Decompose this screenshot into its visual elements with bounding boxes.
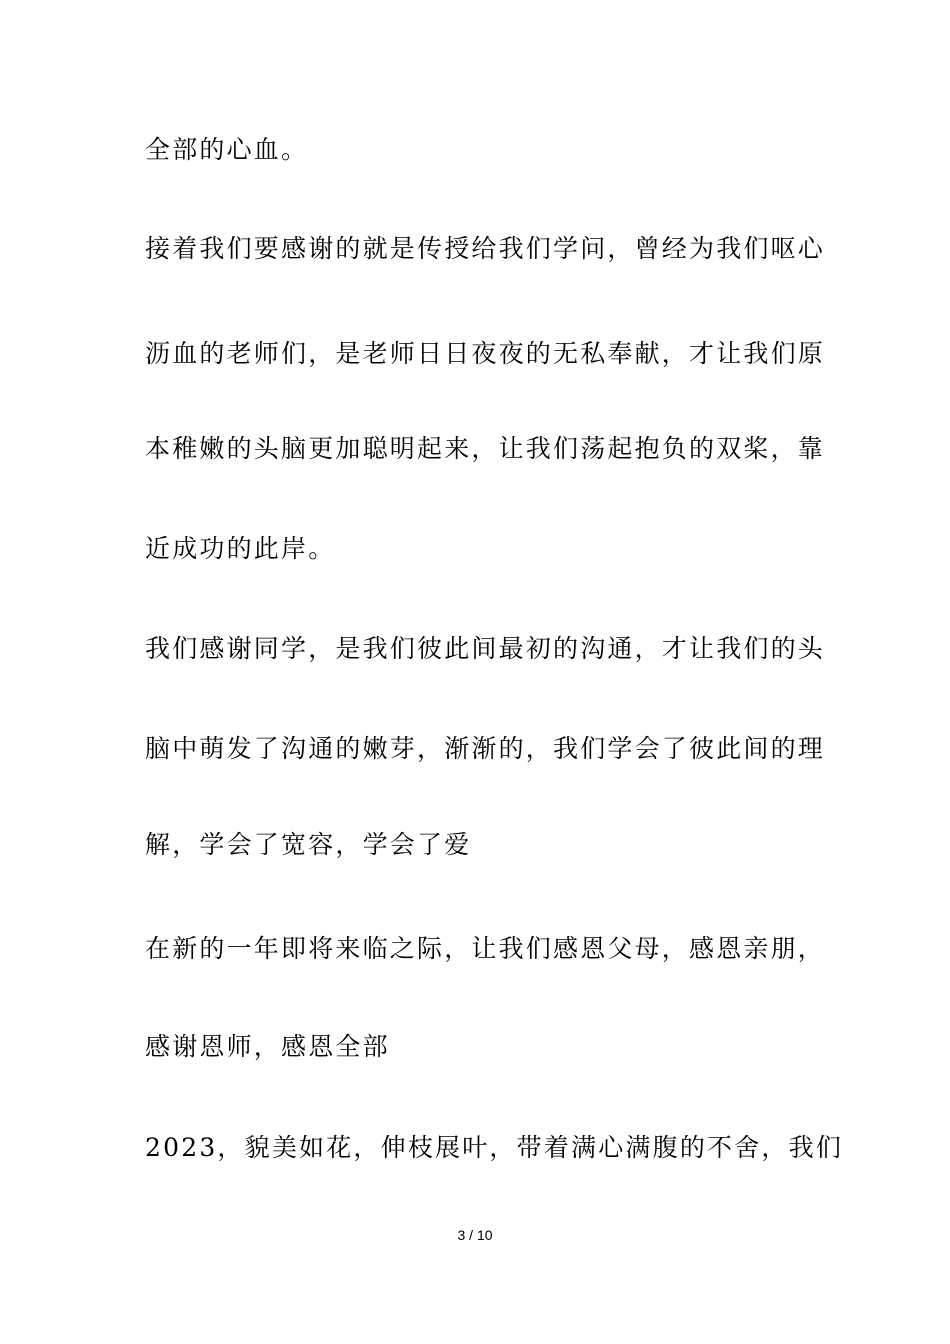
text-line: 本稚嫩的头脑更加聪明起来，让我们荡起抱负的双桨，靠 xyxy=(145,434,826,463)
text-line: 近成功的此岸。 xyxy=(145,534,336,563)
text-line: 脑中萌发了沟通的嫩芽，渐渐的，我们学会了彼此间的理 xyxy=(145,734,826,763)
text-line: 感谢恩师，感恩全部 xyxy=(145,1032,390,1061)
text-line: 沥血的老师们，是老师日日夜夜的无私奉献，才让我们原 xyxy=(145,339,826,368)
text-line: 全部的心血。 xyxy=(145,135,309,164)
text-line: 我们感谢同学，是我们彼此间最初的沟通，才让我们的头 xyxy=(145,634,826,663)
text-line: 解，学会了宽容，学会了爱 xyxy=(145,830,472,859)
text-line: 2023，貌美如花，伸枝展叶，带着满心满腹的不舍，我们 xyxy=(145,1133,844,1162)
text-line: 接着我们要感谢的就是传授给我们学问，曾经为我们呕心 xyxy=(145,234,826,263)
page-number: 3 / 10 xyxy=(457,1227,493,1243)
text-line: 在新的一年即将来临之际，让我们感恩父母，感恩亲朋， xyxy=(145,934,826,963)
